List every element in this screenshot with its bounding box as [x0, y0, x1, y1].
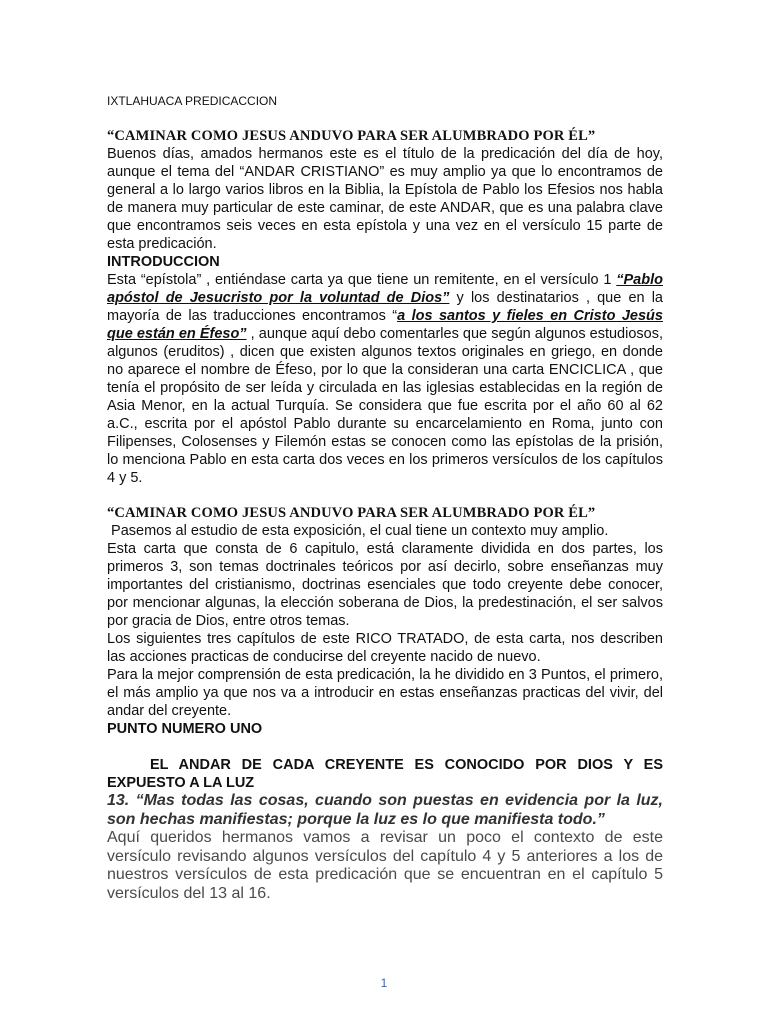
heading-punto-uno: PUNTO NUMERO UNO	[107, 721, 263, 737]
point-title: EL ANDAR DE CADA CREYENTE ES CONOCIDO POR DIOS Y ES EXPUESTO A LA LUZ	[107, 757, 663, 791]
document-header: IXTLAHUACA PREDICACCION	[107, 94, 278, 108]
paragraph-study: Pasemos al estudio de esta exposición, el cual tiene un contexto muy amplio.	[107, 523, 609, 539]
quote-santos: a los santos y fieles en Cristo Jesús que están en Éfeso”	[107, 308, 663, 342]
document-body	[107, 128, 663, 903]
paragraph-context: Aquí queridos hermanos vamos a revisar un poco el contexto de este versículo revisando algunos versículos del capítulo 4 y 5 anteriores a los de nuestros versículos de esta predicación que se encuentran en el capítulo 5 versículos del 13 al 16.	[107, 829, 663, 902]
sermon-title: “CAMINAR COMO JESUS ANDUVO PARA SER ALUMBRADO POR ÉL”	[107, 128, 596, 144]
paragraph-chapters: Los siguientes tres capítulos de este RICO TRATADO, de esta carta, nos describen las acciones practicas de conducirse del creyente nacido de nuevo.	[107, 631, 663, 665]
quote-pablo: “Pablo apóstol de Jesucristo por la voluntad de Dios”	[107, 272, 663, 306]
verse-13: 13. “Mas todas las cosas, cuando son puestas en evidencia por la luz, son hechas manifiestas; porque la luz es lo que manifiesta todo.”	[107, 792, 663, 828]
intro-text-3: , aunque aquí debo comentarles que según algunos estudiosos, algunos (eruditos) , dicen que existen algunos textos originales en griego, en donde no aparece el nombre de Éfeso, por lo que la consideran una carta ENCICLICA , que tenía el propósito de ser leída y circulada en las iglesias establecidas en la región de Asia Menor, en la actual Turquía. Se considera que fue escrita por el año 60 al 62 a.C., escrita por el apóstol Pablo durante su encarcelamiento en Roma, junto con Filipenses, Colosenses y Filemón estas se conocen como las epístolas de la prisión, lo menciona Pablo en esta carta dos veces en los primeros versículos de los capítulos 4 y 5.	[107, 326, 663, 486]
heading-introduccion: INTRODUCCION	[107, 254, 220, 270]
page-number: 1	[380, 976, 388, 990]
intro-text-1: Esta “epístola” , entiéndase carta ya que tiene un remitente, en el versículo 1	[107, 272, 617, 288]
intro-text-2: y los destinatarios , que en la mayoría de las traducciones encontramos “	[107, 290, 663, 324]
paragraph-opening: Buenos días, amados hermanos este es el título de la predicación del día de hoy, aunque el tema del “ANDAR CRISTIANO” es muy amplio ya que lo encontramos de general a lo largo varios libros en la Biblia, la Epístola de Pablo los Efesios nos habla de manera muy particular de este caminar, de este ANDAR, que es una palabra clave que encontramos seis veces en esta epístola y una vez en el versículo 15 parte de esta predicación.	[107, 146, 663, 252]
paragraph-introduction	[107, 271, 663, 487]
paragraph-points: Para la mejor comprensión de esta predicación, la he dividido en 3 Puntos, el primero, el más amplio ya que nos va a introducir en estas enseñanzas practicas del vivir, del andar del creyente.	[107, 667, 663, 719]
sermon-title-repeat: “CAMINAR COMO JESUS ANDUVO PARA SER ALUMBRADO POR ÉL”	[107, 505, 596, 521]
paragraph-letter: Esta carta que consta de 6 capitulo, está claramente dividida en dos partes, los primeros 3, son temas doctrinales teóricos por así decirlo, sobre enseñanzas muy importantes del cristianismo, doctrinas esenciales que todo creyente debe conocer, por mencionar algunas, la elección soberana de Dios, la predestinación, el ser salvos por gracia de Dios, entre otros temas.	[107, 541, 663, 629]
